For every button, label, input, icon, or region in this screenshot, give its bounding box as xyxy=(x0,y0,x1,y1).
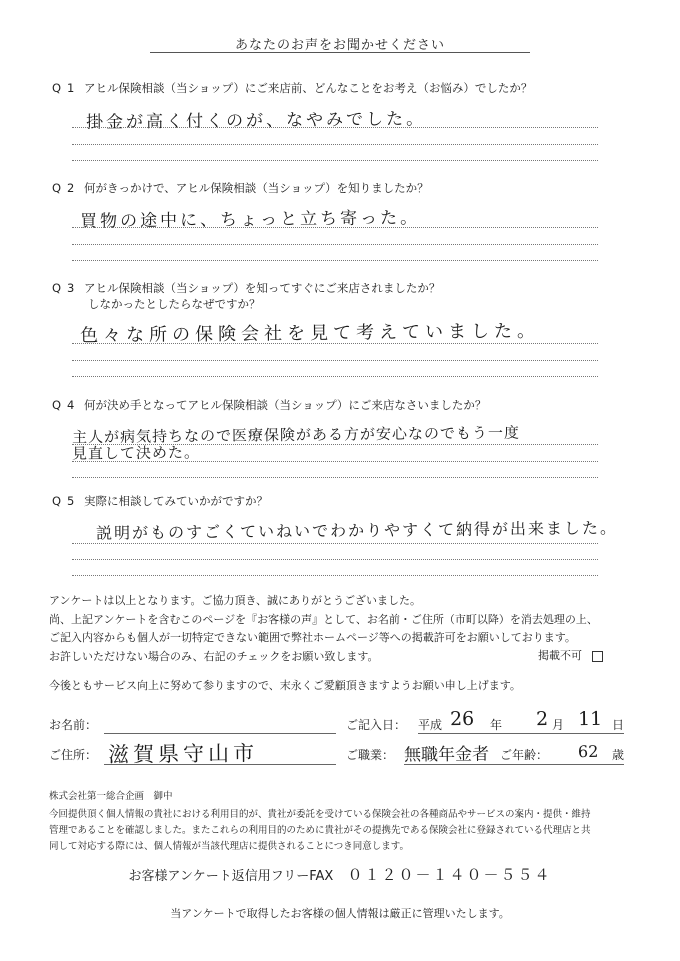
question-number: Q5 xyxy=(52,494,81,508)
age-unit: 歳 xyxy=(612,748,625,762)
answer-1[interactable]: 掛金が高く付くのが、なやみでした。 xyxy=(85,109,427,133)
answer-2[interactable]: 買物の途中に、ちょっと立ち寄った。 xyxy=(79,208,421,232)
address-field xyxy=(104,764,336,765)
question-number: Q1 xyxy=(52,81,81,95)
occupation-label: ご職業： xyxy=(346,748,395,762)
date-month-unit: 月 xyxy=(552,718,565,732)
question-1 xyxy=(52,80,532,96)
company-name: 株式会社第一総合企画 御中 xyxy=(49,791,173,802)
answer-4-line2[interactable]: 見直して決めた。 xyxy=(71,443,201,463)
question-3-subtext: しなかったとしたらなぜですか？ xyxy=(88,297,261,311)
privacy-line-2: 管理であることを確認しました。またこれらの利用目的のために貴社がその提携先である保険会社に登録されている代理店と共 xyxy=(49,825,591,836)
privacy-line-1: 今回提供頂く個人情報の貴社における利用目的が、貴社が委託を受けている保険会社の各種商品やサービスの案内・提供・維持 xyxy=(49,809,591,820)
privacy-notice: 当アンケートで取得したお客様の個人情報は厳正に管理いたします。 xyxy=(170,907,510,920)
answer-line xyxy=(72,461,598,462)
closing-text xyxy=(49,592,598,666)
answer-line xyxy=(72,376,598,377)
question-3 xyxy=(52,280,440,296)
question-number: Q2 xyxy=(52,181,81,195)
privacy-line-3: 同して対応する際には、個人情報が当該代理店に提供されることにつき同意します。 xyxy=(49,841,410,852)
answer-line xyxy=(72,543,598,544)
closing-line-2: 尚、上記アンケートを含むこのページを『お客様の声』として、お名前・ご住所（市町以降）を消去処理の上、 xyxy=(49,612,598,626)
closing-line-5: 今後ともサービス向上に努めて参りますので、末永くご愛顧頂きますようお願い申し上げます。 xyxy=(49,679,521,692)
question-text: アヒル保険相談（当ショップ）にご来店前、どんなことをお考え（お悩み）でしたか？ xyxy=(84,81,533,95)
fax-line xyxy=(0,864,680,885)
answer-4[interactable]: 主人が病気持ちなので医療保険がある方が安心なのでもう一度 xyxy=(71,423,521,447)
no-publish-checkbox[interactable] xyxy=(592,651,603,662)
answer-3[interactable]: 色々な所の保険会社を見て考えていました。 xyxy=(79,320,541,347)
name-field[interactable] xyxy=(104,733,336,734)
answer-line xyxy=(72,244,598,245)
answer-line xyxy=(72,160,598,161)
no-publish-option[interactable] xyxy=(538,647,603,666)
age-value[interactable]: 62 xyxy=(577,741,599,762)
answer-line xyxy=(72,343,598,344)
question-text: アヒル保険相談（当ショップ）を知ってすぐにご来店されましたか？ xyxy=(84,281,441,295)
no-publish-label: 掲載不可 xyxy=(538,649,582,662)
age-label: ご年齢： xyxy=(500,748,549,762)
address-value[interactable]: 滋賀県守山市 xyxy=(107,741,259,767)
question-4 xyxy=(52,397,486,413)
date-year-unit: 年 xyxy=(490,718,503,732)
page-title: あなたのお声をお聞かせください xyxy=(234,38,445,53)
fax-label: お客様アンケート返信用フリーFAX xyxy=(128,869,334,884)
question-text: 何が決め手となってアヒル保険相談（当ショップ）にご来店なさいましたか？ xyxy=(84,398,487,412)
answer-line xyxy=(72,559,598,560)
question-2 xyxy=(52,180,429,196)
question-text: 何がきっかけで、アヒル保険相談（当ショップ）を知りましたか？ xyxy=(84,181,429,195)
date-label: ご記入日： xyxy=(346,718,407,732)
answer-line xyxy=(72,444,598,445)
date-day-unit: 日 xyxy=(612,718,625,732)
occupation-value[interactable]: 無職年金者 xyxy=(403,744,490,766)
answer-line xyxy=(72,127,598,128)
date-month[interactable]: 2 xyxy=(535,707,549,731)
question-5 xyxy=(52,493,268,509)
closing-line-4: お許しいただけない場合のみ、右記のチェックをお願い致します。 xyxy=(49,649,379,663)
answer-line xyxy=(72,575,598,576)
answer-line xyxy=(72,227,598,228)
address-label: ご住所： xyxy=(49,748,98,762)
answer-line xyxy=(72,144,598,145)
closing-line-1: アンケートは以上となります。ご協力頂き、誠にありがとうございました。 xyxy=(49,594,422,607)
question-number: Q4 xyxy=(52,398,81,412)
date-year[interactable]: 26 xyxy=(449,707,475,731)
question-number: Q3 xyxy=(52,281,81,295)
date-field-line xyxy=(418,733,624,734)
privacy-text xyxy=(49,807,591,855)
answer-line xyxy=(72,477,598,478)
date-era: 平成 xyxy=(418,718,443,732)
answer-5[interactable]: 説明がものすごくていねいでわかりやすくて納得が出来ました。 xyxy=(95,518,619,543)
answer-line xyxy=(72,260,598,261)
name-label: お名前： xyxy=(49,718,98,732)
date-day[interactable]: 11 xyxy=(577,707,603,731)
fax-number[interactable]: ０１２０－１４０－５５４ xyxy=(347,866,552,884)
answer-line xyxy=(72,360,598,361)
occupation-age-line xyxy=(404,764,624,765)
question-text: 実際に相談してみていかがですか？ xyxy=(84,494,269,508)
closing-line-3: ご記入内容からも個人が一切特定できない範囲で弊社ホームページ等への掲載許可をお願いしております。 xyxy=(49,631,576,644)
title-underline xyxy=(150,52,530,53)
